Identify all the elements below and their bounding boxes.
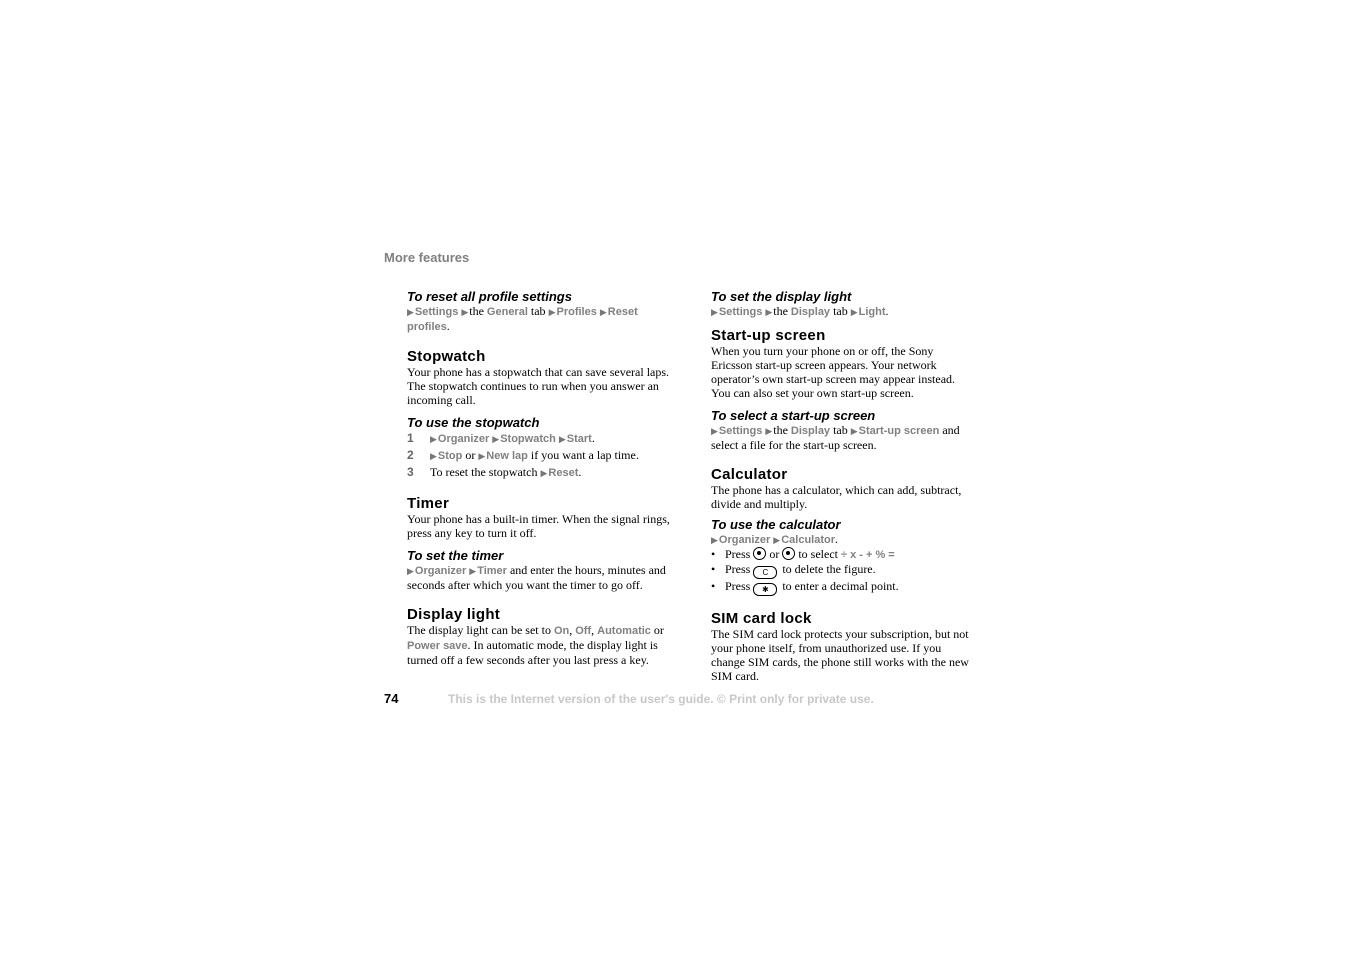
arrow-icon: ▶ (599, 307, 607, 317)
arrow-icon: ▶ (711, 535, 718, 545)
arrow-icon: ▶ (407, 566, 414, 576)
arrow-icon: ▶ (558, 434, 566, 444)
reset-profiles-path: ▶Settings ▶the General tab ▶Profiles ▶Reset profiles. (407, 304, 638, 333)
select-startup-path: ▶Settings ▶the Display tab ▶Start-up screen and select a file for the start-up screen. (711, 423, 960, 452)
arrow-icon: ▶ (540, 468, 548, 478)
footer-notice: This is the Internet version of the user's guide. © Print only for private use. (448, 692, 874, 706)
arrow-icon: ▶ (850, 426, 858, 436)
use-stopwatch-heading: To use the stopwatch (407, 415, 540, 430)
clear-key-icon: C (753, 566, 777, 579)
arrow-icon: ▶ (765, 307, 773, 317)
timer-heading: Timer (407, 495, 450, 512)
arrow-icon: ▶ (711, 426, 718, 436)
right-column (711, 289, 975, 683)
arrow-icon: ▶ (850, 307, 858, 317)
startup-screen-body: When you turn your phone on or off, the Sony Ericsson start-up screen appears. Your network operator’s own start-up screen may appear instead. You can also set your own start-up screen. (711, 344, 956, 400)
set-timer-path: ▶Organizer ▶Timer and enter the hours, minutes and seconds after which you want the timer to go off. (407, 563, 666, 592)
calculator-body: The phone has a calculator, which can add, subtract, divide and multiply. (711, 483, 962, 511)
calculator-bullet-1: • Press or to select ÷ x - + % = (711, 547, 895, 561)
reset-profiles-heading: To reset all profile settings (407, 289, 572, 304)
stopwatch-step-3: 3 To reset the stopwatch ▶Reset. (407, 465, 582, 479)
display-light-heading: Display light (407, 606, 501, 623)
stopwatch-step-1: 1 ▶Organizer ▶Stopwatch ▶Start. (407, 431, 595, 445)
stopwatch-body: Your phone has a stopwatch that can save several laps. The stopwatch continues to run when you answer an incoming call. (407, 365, 670, 407)
arrow-icon: ▶ (711, 307, 718, 317)
startup-screen-heading: Start-up screen (711, 327, 826, 344)
set-timer-heading: To set the timer (407, 548, 504, 563)
stopwatch-heading: Stopwatch (407, 348, 486, 365)
arrow-icon: ▶ (773, 535, 781, 545)
arrow-icon: ▶ (469, 566, 477, 576)
arrow-icon: ▶ (430, 451, 437, 461)
menu-profiles: Profiles (556, 306, 597, 318)
use-calculator-path: ▶Organizer ▶Calculator. (711, 532, 838, 546)
menu-general: General (486, 306, 528, 318)
calculator-bullet-2: • Press C to delete the figure. (711, 562, 876, 577)
arrow-icon: ▶ (548, 307, 556, 317)
arrow-icon: ▶ (461, 307, 469, 317)
use-calculator-heading: To use the calculator (711, 517, 841, 532)
set-display-light-path: ▶Settings ▶the Display tab ▶Light. (711, 304, 889, 318)
page-number: 74 (384, 691, 399, 706)
arrow-icon: ▶ (430, 434, 437, 444)
stopwatch-step-2: 2 ▶Stop or ▶New lap if you want a lap time. (407, 448, 639, 462)
menu-settings: Settings (414, 306, 459, 318)
arrow-icon: ▶ (478, 451, 486, 461)
set-display-light-heading: To set the display light (711, 289, 852, 304)
timer-body: Your phone has a built-in timer. When the signal rings, press any key to turn it off. (407, 512, 670, 540)
select-startup-heading: To select a start-up screen (711, 408, 876, 423)
calculator-heading: Calculator (711, 466, 788, 483)
star-key-icon: ✱ (753, 583, 777, 596)
menu-reset-profiles: profiles (407, 321, 447, 333)
section-header: More features (384, 250, 470, 265)
display-light-body: The display light can be set to On, Off, Automatic or Power save. In automatic mode, the display light is turned off a few seconds after you last press a key. (407, 623, 664, 667)
arrow-icon: ▶ (765, 426, 773, 436)
sim-card-lock-body: The SIM card lock protects your subscription, but not your phone itself, from unauthorized use. If you change SIM cards, the phone still works with the new SIM card. (711, 627, 969, 683)
arrow-icon: ▶ (407, 307, 414, 317)
arrow-icon: ▶ (492, 434, 500, 444)
calculator-bullet-3: • Press ✱ to enter a decimal point. (711, 579, 899, 594)
left-column (407, 289, 673, 667)
navigation-right-key-icon (782, 547, 795, 560)
sim-card-lock-heading: SIM card lock (711, 610, 812, 627)
menu-reset: Reset (607, 306, 638, 318)
navigation-left-key-icon (753, 547, 766, 560)
